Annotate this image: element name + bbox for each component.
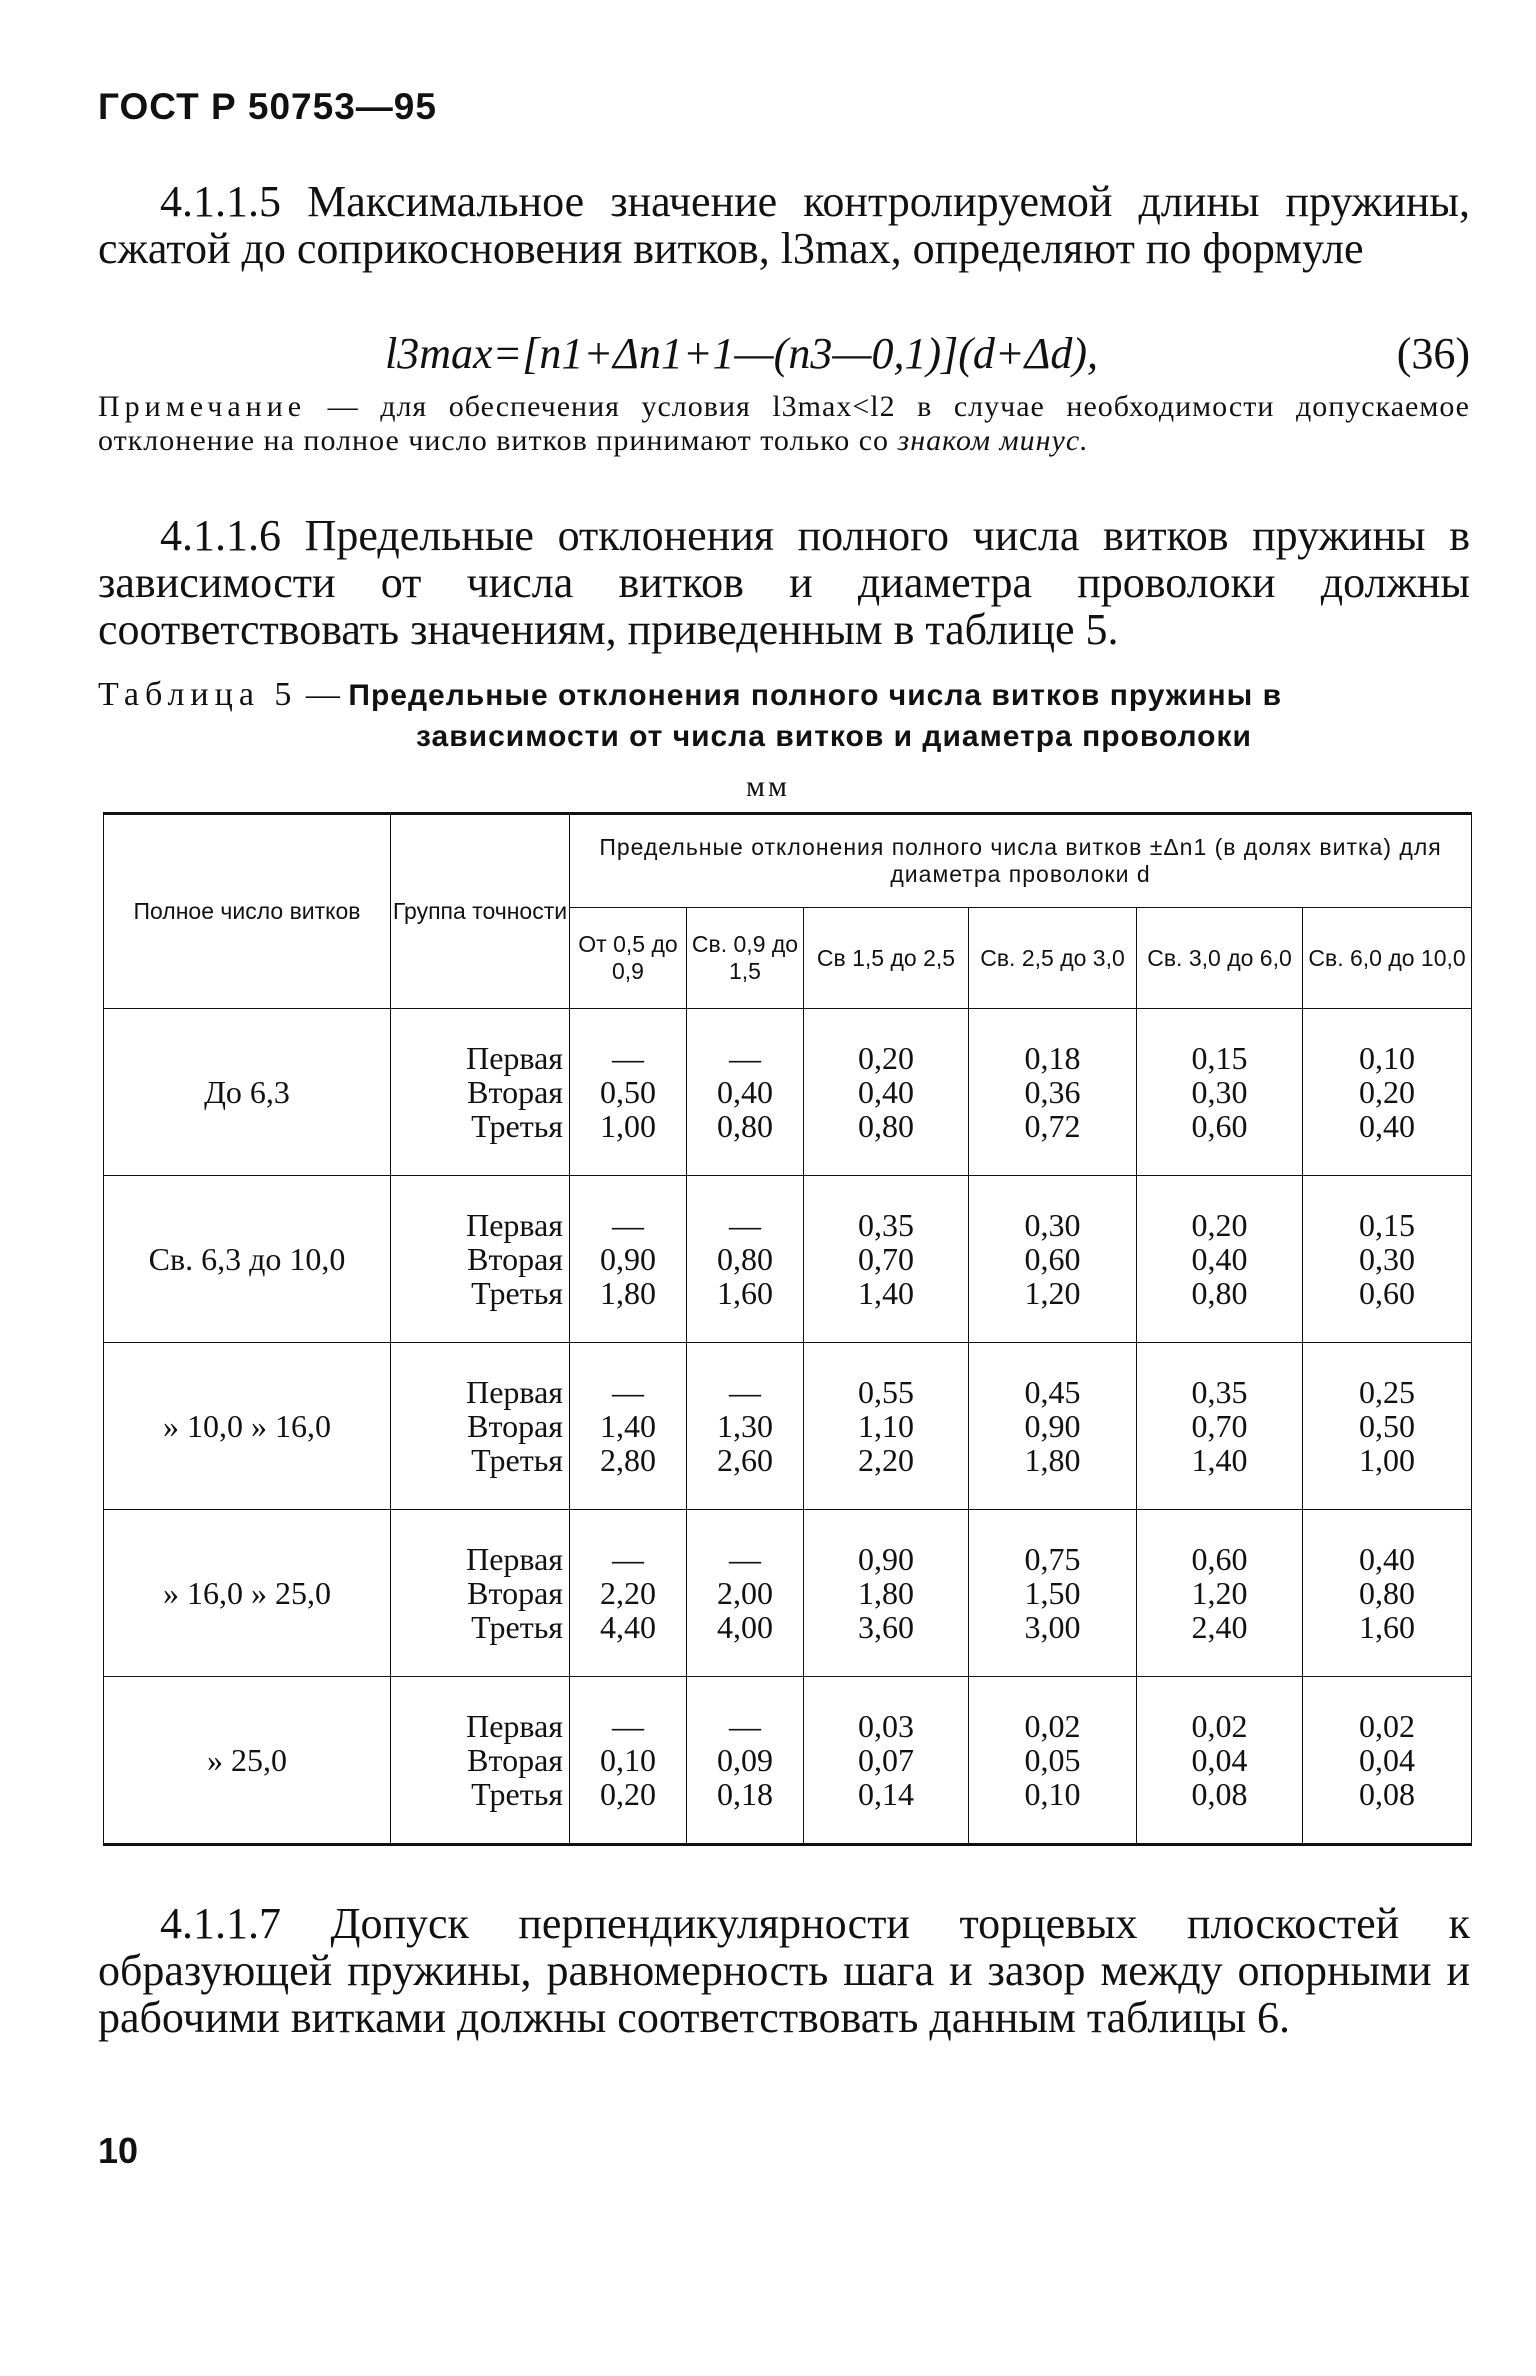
accuracy-group-cell xyxy=(391,1176,570,1343)
deviation-value: 0,20 xyxy=(600,1776,656,1812)
deviation-value: — xyxy=(729,1040,761,1076)
deviation-cell xyxy=(687,1009,804,1176)
deviation-cell xyxy=(804,1176,969,1343)
deviation-value: 1,50 xyxy=(1024,1575,1081,1611)
deviation-value: 0,30 xyxy=(1191,1074,1248,1110)
deviation-value: 0,35 xyxy=(858,1207,914,1243)
deviation-value: 2,20 xyxy=(600,1575,656,1611)
deviation-cell xyxy=(687,1677,804,1845)
deviation-value: 0,50 xyxy=(600,1074,656,1110)
deviation-value: — xyxy=(612,1374,644,1410)
deviation-value: 0,20 xyxy=(1191,1207,1248,1243)
accuracy-group-label: Вторая xyxy=(467,1241,563,1277)
deviation-value: 1,10 xyxy=(858,1408,914,1444)
paragraph-text: 4.1.1.5 Максимальное значение контролируемой длины пружины, сжатой до соприкосновения витков, l3max, определяют по формуле xyxy=(98,177,1470,273)
deviation-value: 2,80 xyxy=(600,1442,656,1478)
deviation-cell xyxy=(570,1677,687,1845)
deviation-value: 0,40 xyxy=(1191,1241,1248,1277)
deviation-value: 0,40 xyxy=(858,1074,914,1110)
accuracy-group-cell xyxy=(391,1510,570,1677)
table-caption-title-line1: Предельные отклонения полного числа витков пружины в xyxy=(348,679,1283,712)
deviation-cell xyxy=(1137,1009,1303,1176)
deviation-value: 0,35 xyxy=(1191,1374,1248,1410)
deviation-value: 0,08 xyxy=(1191,1776,1248,1812)
deviation-value: 0,90 xyxy=(858,1541,914,1577)
deviation-cell xyxy=(1303,1677,1472,1845)
total-turns-cell: » 10,0 » 16,0 xyxy=(104,1343,391,1510)
total-turns-cell: » 16,0 » 25,0 xyxy=(104,1510,391,1677)
deviation-cell xyxy=(687,1176,804,1343)
deviation-value: 0,04 xyxy=(1191,1742,1248,1778)
deviation-value: 2,40 xyxy=(1191,1609,1248,1645)
deviation-value: 0,80 xyxy=(717,1241,773,1277)
accuracy-group-label: Вторая xyxy=(467,1074,563,1110)
deviation-value: 0,60 xyxy=(1191,1541,1248,1577)
deviation-value: 0,90 xyxy=(1024,1408,1081,1444)
table-caption xyxy=(98,675,1478,757)
deviation-value: 0,70 xyxy=(1191,1408,1248,1444)
table-row xyxy=(104,1009,1472,1176)
header-limit-deviations: Предельные отклонения полного числа витков ±Δn1 (в долях витка) для диаметра проволоки d xyxy=(570,814,1472,908)
deviation-cell xyxy=(804,1510,969,1677)
deviation-value: 0,80 xyxy=(858,1108,914,1144)
table-5 xyxy=(103,812,1472,1846)
header-accuracy-group: Группа точности xyxy=(391,814,570,1009)
deviation-value: 0,02 xyxy=(1359,1708,1416,1744)
accuracy-group-cell xyxy=(391,1009,570,1176)
accuracy-group-label: Вторая xyxy=(467,1742,563,1778)
accuracy-group-label: Вторая xyxy=(467,1575,563,1611)
header-diameter-range: Св. 3,0 до 6,0 xyxy=(1137,908,1303,1009)
total-turns-cell: » 25,0 xyxy=(104,1677,391,1845)
deviation-value: 0,36 xyxy=(1024,1074,1081,1110)
paragraph-text: 4.1.1.7 Допуск перпендикулярности торцевых плоскостей к образующей пружины, равномерность шага и зазор между опорными и рабочими витками должны соответствовать данным таблицы 6. xyxy=(98,1899,1470,2042)
deviation-value: 0,03 xyxy=(858,1708,914,1744)
table-caption-title-line2: зависимости от числа витков и диаметра проволоки xyxy=(416,720,1252,753)
deviation-value: — xyxy=(729,1541,761,1577)
deviation-cell xyxy=(1303,1510,1472,1677)
deviation-cell xyxy=(1137,1343,1303,1510)
deviation-value: 0,14 xyxy=(858,1776,914,1812)
deviation-value: 0,20 xyxy=(858,1040,914,1076)
note-label: Примечание xyxy=(98,390,307,423)
deviation-value: 0,45 xyxy=(1024,1374,1081,1410)
accuracy-group-label: Третья xyxy=(471,1609,563,1645)
deviation-value: 1,80 xyxy=(858,1575,914,1611)
table-unit: мм xyxy=(746,770,790,803)
accuracy-group-label: Первая xyxy=(466,1374,563,1410)
header-diameter-range: От 0,5 до 0,9 xyxy=(570,908,687,1009)
deviation-cell xyxy=(804,1009,969,1176)
total-turns-cell: До 6,3 xyxy=(104,1009,391,1176)
accuracy-group-label: Третья xyxy=(471,1108,563,1144)
deviation-value: 1,40 xyxy=(858,1275,914,1311)
deviation-value: 0,40 xyxy=(1359,1108,1416,1144)
deviation-value: — xyxy=(612,1207,644,1243)
deviation-value: 4,00 xyxy=(717,1609,773,1645)
deviation-cell xyxy=(570,1343,687,1510)
header-diameter-range: Св. 0,9 до 1,5 xyxy=(687,908,804,1009)
accuracy-group-label: Первая xyxy=(466,1040,563,1076)
deviation-value: 3,60 xyxy=(858,1609,914,1645)
accuracy-group-label: Третья xyxy=(471,1442,563,1478)
deviation-value: 0,60 xyxy=(1024,1241,1081,1277)
deviation-value: 0,55 xyxy=(858,1374,914,1410)
deviation-value: 0,07 xyxy=(858,1742,914,1778)
accuracy-group-cell xyxy=(391,1343,570,1510)
accuracy-group-label: Первая xyxy=(466,1541,563,1577)
table-row xyxy=(104,1176,1472,1343)
deviation-cell xyxy=(1137,1677,1303,1845)
table-row xyxy=(104,1677,1472,1845)
deviation-value: 0,10 xyxy=(1024,1776,1081,1812)
deviation-value: 2,60 xyxy=(717,1442,773,1478)
formula-number: (36) xyxy=(1396,329,1470,378)
deviation-value: — xyxy=(612,1708,644,1744)
deviation-value: 1,00 xyxy=(600,1108,656,1144)
total-turns-cell: Св. 6,3 до 10,0 xyxy=(104,1176,391,1343)
header-diameter-range: Св 1,5 до 2,5 xyxy=(804,908,969,1009)
deviation-value: 1,30 xyxy=(717,1408,773,1444)
note-block xyxy=(98,390,1470,458)
deviation-value: 1,80 xyxy=(600,1275,656,1311)
deviation-value: 0,20 xyxy=(1359,1074,1416,1110)
deviation-value: 0,10 xyxy=(1359,1040,1416,1076)
deviation-value: 0,05 xyxy=(1024,1742,1081,1778)
deviation-value: 0,25 xyxy=(1359,1374,1416,1410)
deviation-value: 1,60 xyxy=(717,1275,773,1311)
deviation-value: 1,60 xyxy=(1359,1609,1416,1645)
document-code-header: ГОСТ Р 50753—95 xyxy=(98,86,437,127)
accuracy-group-cell xyxy=(391,1677,570,1845)
deviation-value: 2,20 xyxy=(858,1442,914,1478)
formula-expression: l3max=[n1+Δn1+1—(n3—0,1)](d+Δd), xyxy=(385,329,1099,378)
deviation-cell xyxy=(969,1009,1137,1176)
deviation-cell xyxy=(969,1677,1137,1845)
deviation-value: 0,09 xyxy=(717,1742,773,1778)
accuracy-group-label: Третья xyxy=(471,1275,563,1311)
deviation-value: 0,80 xyxy=(1359,1575,1416,1611)
deviation-cell xyxy=(969,1510,1137,1677)
header-diameter-range: Св. 2,5 до 3,0 xyxy=(969,908,1137,1009)
deviation-value: 3,00 xyxy=(1024,1609,1081,1645)
deviation-cell xyxy=(969,1343,1137,1510)
accuracy-group-label: Первая xyxy=(466,1207,563,1243)
table-caption-label: Таблица 5 xyxy=(98,676,298,713)
note-italic-tail: знаком минус. xyxy=(897,424,1089,457)
deviation-value: — xyxy=(729,1708,761,1744)
deviation-value: 0,10 xyxy=(600,1742,656,1778)
header-diameter-range: Св. 6,0 до 10,0 xyxy=(1303,908,1472,1009)
deviation-value: 1,40 xyxy=(1191,1442,1248,1478)
paragraph-4-1-1-6 xyxy=(98,512,1470,653)
deviation-value: 0,50 xyxy=(1359,1408,1416,1444)
deviation-cell xyxy=(1303,1009,1472,1176)
accuracy-group-label: Третья xyxy=(471,1776,563,1812)
deviation-value: 2,00 xyxy=(717,1575,773,1611)
deviation-value: 1,00 xyxy=(1359,1442,1416,1478)
deviation-value: — xyxy=(729,1374,761,1410)
deviation-value: 0,80 xyxy=(717,1108,773,1144)
deviation-value: 0,90 xyxy=(600,1241,656,1277)
deviation-value: — xyxy=(729,1207,761,1243)
deviation-cell xyxy=(687,1510,804,1677)
deviation-cell xyxy=(570,1510,687,1677)
deviation-cell xyxy=(1303,1343,1472,1510)
deviation-value: 0,02 xyxy=(1024,1708,1081,1744)
header-total-turns: Полное число витков xyxy=(104,814,391,1009)
deviation-value: 0,60 xyxy=(1191,1108,1248,1144)
paragraph-4-1-1-7 xyxy=(98,1900,1470,2041)
deviation-value: 0,02 xyxy=(1191,1708,1248,1744)
deviation-value: 0,08 xyxy=(1359,1776,1416,1812)
deviation-cell xyxy=(804,1677,969,1845)
deviation-value: 0,40 xyxy=(1359,1541,1416,1577)
deviation-value: 1,40 xyxy=(600,1408,656,1444)
formula-36 xyxy=(385,328,1470,378)
table-row xyxy=(104,1510,1472,1677)
deviation-value: 0,75 xyxy=(1024,1541,1081,1577)
deviation-value: 0,18 xyxy=(1024,1040,1081,1076)
deviation-value: 0,04 xyxy=(1359,1742,1416,1778)
deviation-value: 1,80 xyxy=(1024,1442,1081,1478)
paragraph-4-1-1-5 xyxy=(98,178,1470,272)
note-text: — для обеспечения условия l3max<l2 в случае необходимости допускаемое отклонение на полное число витков принимают только со xyxy=(98,390,1470,457)
deviation-value: — xyxy=(612,1541,644,1577)
deviation-cell xyxy=(1137,1510,1303,1677)
deviation-cell xyxy=(804,1343,969,1510)
deviation-value: 1,20 xyxy=(1191,1575,1248,1611)
page-number: 10 xyxy=(98,2130,139,2171)
deviation-value: 0,15 xyxy=(1191,1040,1248,1076)
table-caption-dash: — xyxy=(297,676,349,713)
accuracy-group-label: Первая xyxy=(466,1708,563,1744)
deviation-cell xyxy=(687,1343,804,1510)
deviation-value: 0,80 xyxy=(1191,1275,1248,1311)
deviation-cell xyxy=(1137,1176,1303,1343)
deviation-value: 0,60 xyxy=(1359,1275,1416,1311)
deviation-value: 0,70 xyxy=(858,1241,914,1277)
deviation-value: 0,15 xyxy=(1359,1207,1416,1243)
accuracy-group-label: Вторая xyxy=(467,1408,563,1444)
deviation-value: 4,40 xyxy=(600,1609,656,1645)
deviation-value: 0,72 xyxy=(1024,1108,1081,1144)
deviation-value: 0,30 xyxy=(1359,1241,1416,1277)
table-row xyxy=(104,1343,1472,1510)
deviation-value: 1,20 xyxy=(1024,1275,1081,1311)
deviation-cell xyxy=(570,1009,687,1176)
paragraph-text: 4.1.1.6 Предельные отклонения полного числа витков пружины в зависимости от числа витков и диаметра проволоки должны соответствовать значениям, приведенным в таблице 5. xyxy=(98,511,1470,654)
deviation-cell xyxy=(969,1176,1137,1343)
deviation-value: 0,30 xyxy=(1024,1207,1081,1243)
deviation-value: — xyxy=(612,1040,644,1076)
deviation-value: 0,40 xyxy=(717,1074,773,1110)
deviation-cell xyxy=(570,1176,687,1343)
deviation-cell xyxy=(1303,1176,1472,1343)
deviation-value: 0,18 xyxy=(717,1776,773,1812)
